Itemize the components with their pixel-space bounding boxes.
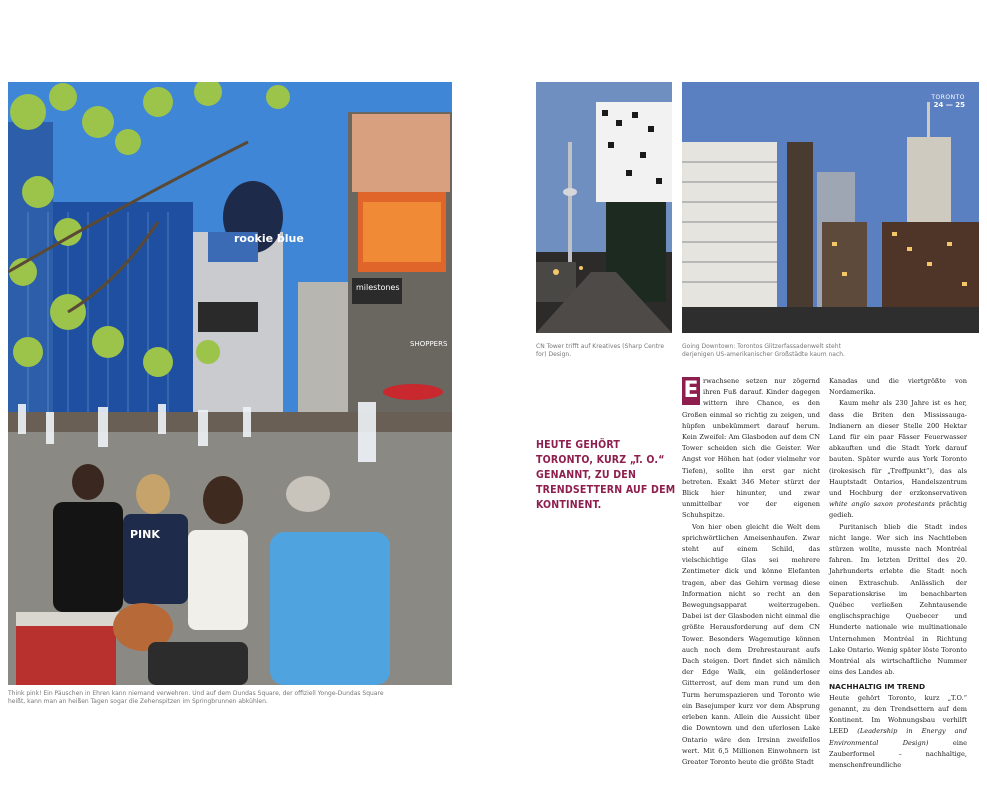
paragraph-4-text-b: prächtig gedieh. (829, 500, 967, 520)
paragraph-3: Kanadas und die viertgrößte von Nordamerika. (829, 377, 967, 397)
paragraph-1-text: rwachsene setzen nur zögernd ihren Fuß darauf. Kinder dagegen wittern ihre Chance, es den Großen einmal so richtig zu zeigen, und hüpfen unbekümmert darauf herum. Kein Zweifel: Am Glasboden auf dem CN Tower scheiden sich die Geister. Wer Angst vor Höhen hat (oder vielmehr vor Tiefen), sollte ihn erst gar nicht betreten. Exakt 346 Meter stürzt der Blick hier hinunter, und zwar unmittelbar vor der eigenen Schuhspitze. (682, 377, 820, 520)
cn-tower-illustration (536, 82, 672, 333)
downtown-skyline-illustration (682, 82, 979, 333)
paragraph-6-text-a: Heute gehört Toronto, kurz „T.O.“ genannt, zu den Trendsettern auf dem Kontinent. Im Wohnungsbau verhilft LEED (829, 693, 967, 736)
photo-cn-tower (536, 82, 672, 333)
pull-quote: HEUTE GEHÖRT TORONTO, KURZ „T. O.“ GENANNT, ZU DEN TRENDSETTERN AUF DEM KONTINENT. (536, 439, 676, 511)
text-column-1 (682, 376, 820, 768)
dundas-square-illustration (8, 82, 452, 685)
photo-dundas-square (8, 82, 452, 685)
sign-milestones: milestones (356, 283, 400, 292)
paragraph-1 (682, 376, 820, 522)
subheading-nachhaltig: NACHHALTIG IM TREND (829, 682, 926, 692)
page-numbers: 24 — 25 (933, 101, 965, 109)
paragraph-6-text-b: eine Zauberformel – nachhaltige, menschenfreundliche (829, 738, 967, 769)
sign-shoppers: SHOPPERS (410, 340, 448, 348)
running-head-title: TORONTO (931, 94, 965, 101)
caption-downtown: Going Downtown: Torontos Glitzerfassadenwelt steht derjenigen US-amerikanischer Großstädte kaum nach. (682, 343, 845, 358)
billboard-rookie-blue: rookie blue (234, 232, 304, 245)
paragraph-2: Von hier oben gleicht die Welt dem sprichwörtlichen Ameisenhaufen. Zwar steht auf einem Schild, das vielschichtige Glas sei mehrere Zentimeter dick und könne Elefanten tragen, aber das Gehirn vermag diese Information nicht so recht an den Bewegungsapparat weiterzugeben. Dabei ist der Glasboden nicht einmal die größte Herausforderung auf dem CN Tower. Besonders Wagemutige können auch noch dem Drehrestaurant aufs Dach steigen. Dort findet sich nämlich der Edge Walk, ein geländerloser Gitterrost, auf dem man rund um den Turm herumspazieren und Toronto wie ein Basejumper kurz vor dem Absprung erleben kann. Allein die Aussicht über die Downtown und den uferlosen Lake Ontario wäre den Irrsinn zweifellos wert. Mit 6,5 Millionen Einwohnern ist Greater Toronto heute die größte Stadt (682, 522, 820, 766)
paragraph-4-italic: white anglo saxon protestants (829, 500, 935, 509)
paragraph-6-italic: (Leadership in Energy and Environmental Design) (829, 727, 968, 747)
paragraph-4-text-a: Kaum mehr als 230 Jahre ist es her, dass die Briten den Mississauga-Indianern an dieser Stelle 200 Hektar Land für ein paar Fässer Feuerwasser abkauften und die Stadt York darauf bauten. Später wurde aus York Toronto (irokesisch für „Treffpunkt“), das als Hauptstadt Ontarios, Handelszentrum und Hochburg der erzkonservativen (829, 399, 967, 498)
text-column-2 (829, 376, 967, 771)
caption-cn-tower: CN Tower trifft auf Kreatives (Sharp Centre for) Design. (536, 343, 665, 358)
paragraph-5: Puritanisch blieb die Stadt indes nicht lange. Wer sich ins Nachtleben stürzen wollte, musste nach Montréal fahren. Im letzten Drittel des 20. Jahrhunderts erlebte die Stadt noch einen Extraschub. Anlässlich der Separationskrise im benachbarten Québec verließen Zehntausende englischsprachige Quebecer und Hunderte nationale wie multinationale Unternehmen Montréal in Richtung Lake Ontario. Wenig später löste Toronto Montréal als wirtschaftliche Nummer eins des Landes ab. (829, 522, 967, 677)
drop-cap: E (683, 378, 699, 403)
running-head (885, 94, 965, 109)
paragraph-4 (829, 398, 967, 521)
paragraph-6 (829, 693, 967, 771)
photo-downtown (682, 82, 979, 333)
caption-dundas-square: Think pink! Ein Päuschen in Ehren kann niemand verwehren. Und auf dem Dundas Square, der offiziell Yonge-Dundas Square heißt, kann man an heißen Tagen sogar die Zehenspitzen im Springbrunnen abkühlen. (8, 690, 384, 705)
shirt-print-pink: PINK (130, 528, 160, 541)
